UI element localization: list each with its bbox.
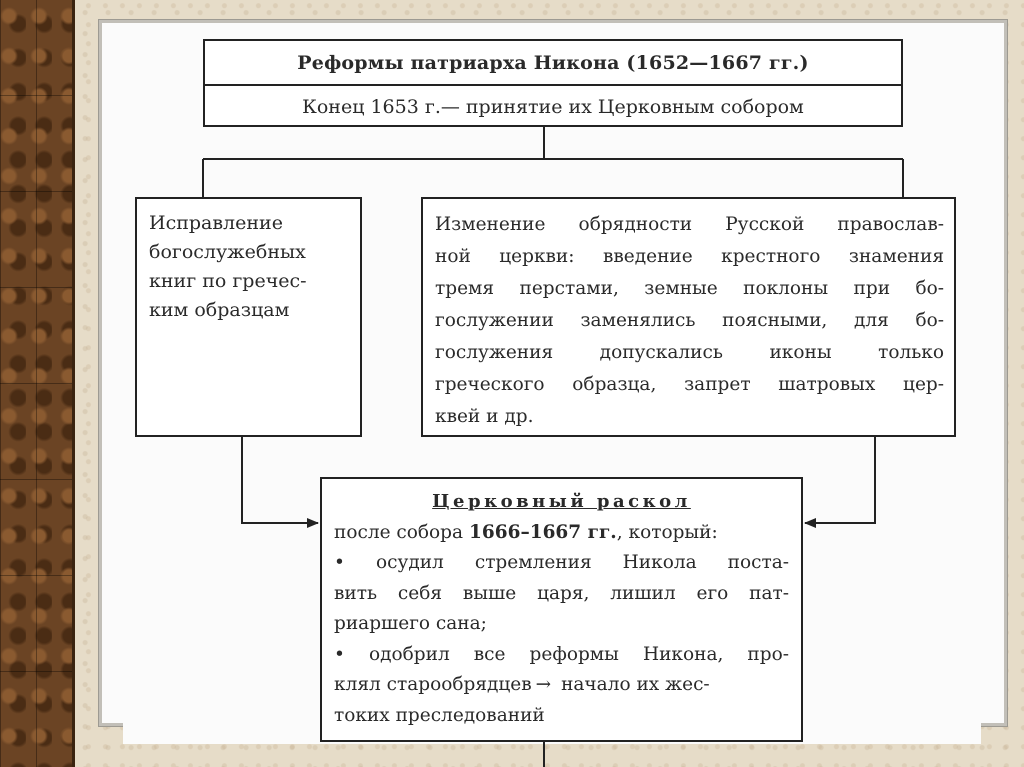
arrow-symbol: →: [535, 674, 552, 695]
bullet-line: • одобрил все реформы Никона, про-: [334, 643, 789, 665]
ritual-change-box: [421, 197, 956, 437]
book-correction-box: [135, 197, 362, 437]
text-line: книг по гречес-: [149, 270, 307, 292]
intro-text-end: , который:: [616, 521, 718, 543]
bullet-line: вить себя выше царя, лишил его пат-: [334, 582, 789, 604]
bullet-line: • осудил стремления Никола поста-: [334, 552, 789, 573]
text-line: квей и др.: [435, 406, 534, 427]
text-line: тремя перстами, земные поклоны при бо-: [435, 278, 944, 299]
bullet-text: начало их жес-: [555, 674, 710, 695]
schism-intro: [334, 518, 789, 549]
intro-text: после собора: [334, 521, 469, 543]
text-line: ной церкви: введение крестного знамения: [435, 246, 944, 267]
intro-years: 1666–1667 гг.: [468, 521, 617, 543]
text-line: гослужения допускались иконы только: [435, 342, 944, 363]
church-schism-box: [320, 477, 803, 742]
text-line: Изменение обрядности Русской православ-: [435, 214, 944, 235]
bullet-text: клял старообрядцев: [334, 674, 532, 695]
text-line: гослужении заменялись поясными, для бо-: [435, 310, 944, 331]
schism-heading: Церковный раскол: [432, 491, 691, 512]
text-line: Исправление: [149, 212, 283, 234]
reforms-subtitle: Конец 1653 г.— принятие их Церковным собором: [302, 95, 804, 118]
bullet-line: риаршего сана;: [334, 613, 487, 634]
left-arrow-connector: [242, 437, 318, 523]
right-arrow-connector: [805, 437, 875, 523]
bullet-line-arrow: [334, 670, 789, 701]
text-line: греческого образца, запрет шатровых цер-: [435, 374, 944, 395]
text-line: богослужебных: [149, 241, 306, 263]
reforms-title: Реформы патриарха Никона (1652—1667 гг.): [205, 41, 901, 86]
bullet-line: токих преследований: [334, 704, 545, 726]
text-line: ким образцам: [149, 299, 290, 321]
reforms-title-box: [203, 39, 903, 127]
